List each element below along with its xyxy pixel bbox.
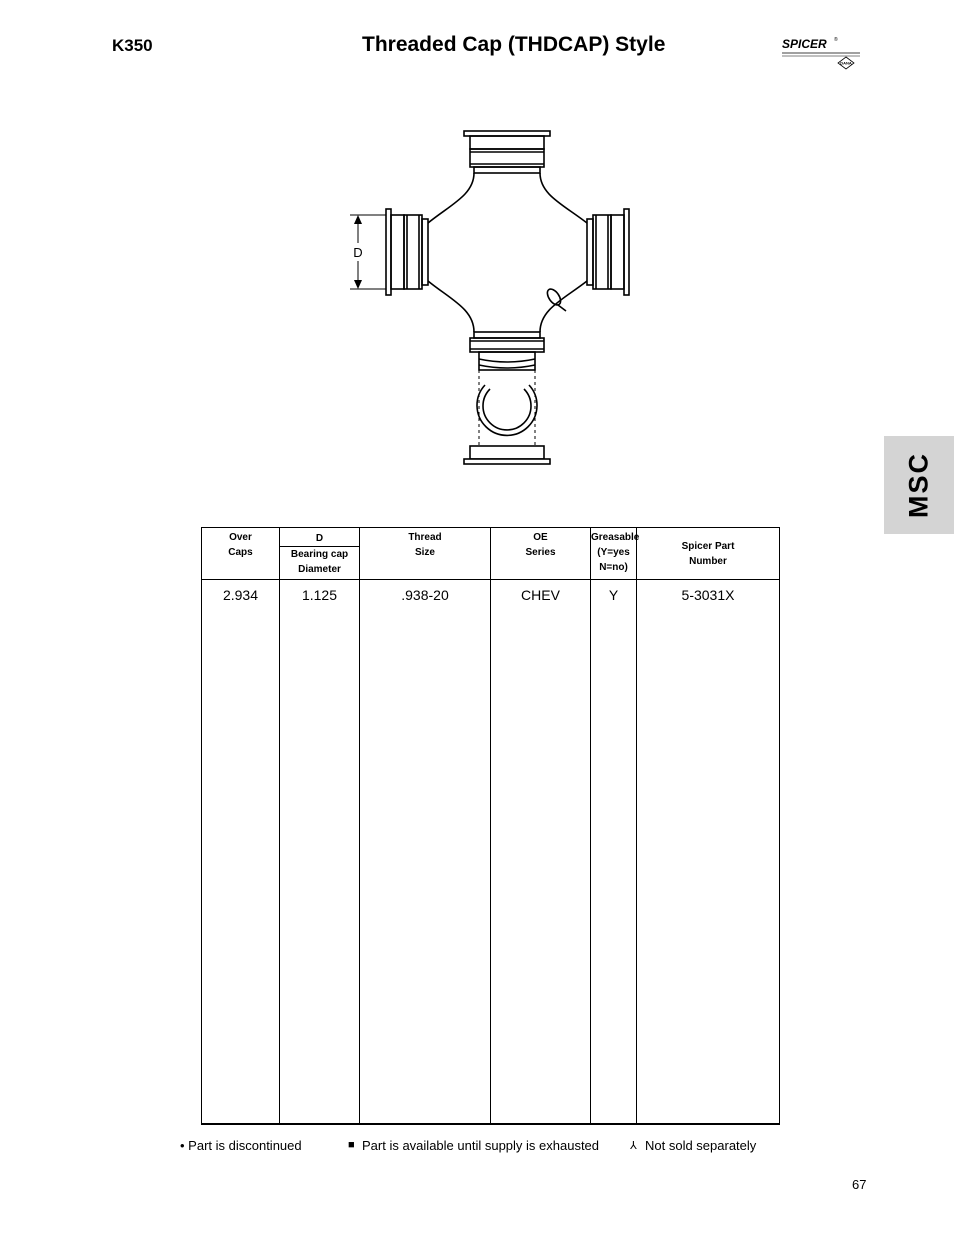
logo-brand-text: SPICER [782,37,827,51]
cell-oe-series: CHEV [491,580,591,1125]
page-title: Threaded Cap (THDCAP) Style [362,33,666,56]
dana-diamond-icon [838,57,854,69]
svg-text:DANA: DANA [840,60,852,66]
section-tab-label: MSC [903,452,934,518]
legend-discontinued: • Part is discontinued [180,1138,302,1153]
spec-table [201,527,780,1125]
table-header-row [202,528,780,580]
square-icon: ■ [348,1139,355,1151]
model-code: K350 [112,36,153,55]
header-part-number: Spicer Part Number [637,528,780,580]
universal-joint-diagram [340,125,640,470]
cell-bearing-cap-diameter: 1.125 [280,580,360,1125]
section-tab[interactable] [884,436,954,534]
spicer-logo [780,32,862,72]
cell-thread-size: .938-20 [360,580,491,1125]
legend-not-sold: Not sold separately [645,1138,757,1153]
header-bearing-cap-diameter: D Bearing cap Diameter [280,528,360,580]
header-greasable: Greasable (Y=yes N=no) [591,528,637,580]
cell-over-caps: 2.934 [202,580,280,1125]
table-row [202,580,780,1125]
svg-text:®: ® [834,37,838,43]
cell-part-number: 5-3031X [637,580,780,1125]
header-over-caps: Over Caps [202,528,280,580]
header-oe-series: OE Series [491,528,591,580]
page-number: 67 [852,1177,867,1192]
not-sold-icon: ⅄ [630,1140,637,1152]
legend-limited-supply: Part is available until supply is exhausted [362,1138,600,1153]
dimension-d-label: D [353,245,363,260]
cell-greasable: Y [591,580,637,1125]
header-thread-size: Thread Size [360,528,491,580]
